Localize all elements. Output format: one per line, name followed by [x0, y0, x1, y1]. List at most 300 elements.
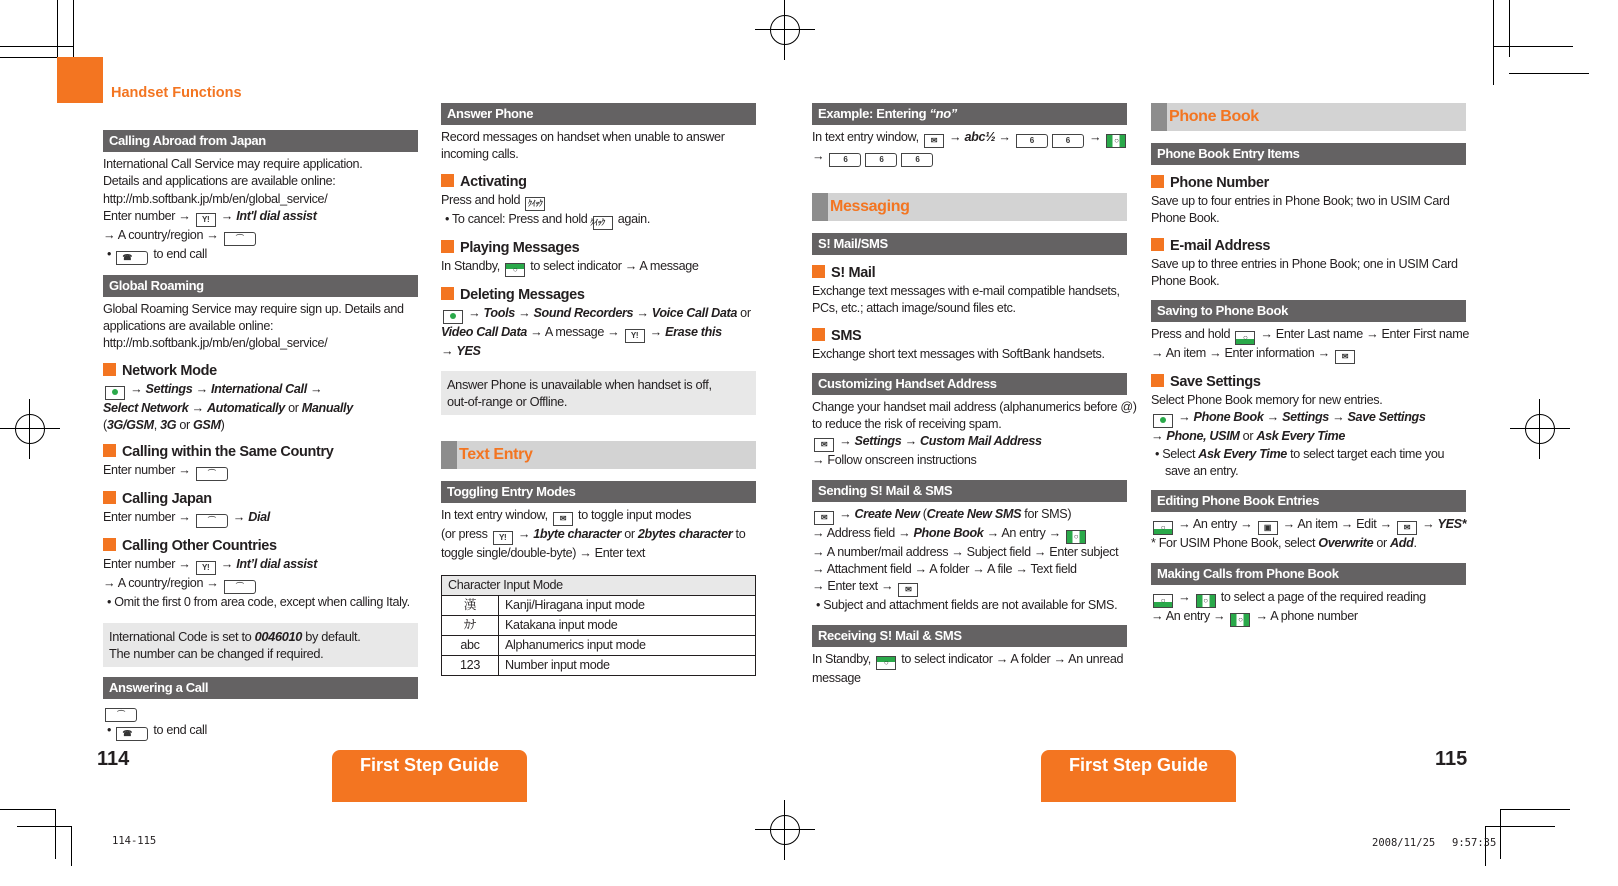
section-header-text: Toggling Entry Modes	[447, 484, 576, 500]
mode-symbol: abc	[442, 635, 499, 655]
text: → A number/mail address → Subject field → Enter subject	[812, 544, 1119, 559]
text: In text entry window,	[812, 130, 922, 144]
text: International Code is set to	[109, 628, 255, 644]
crop-mark	[55, 809, 56, 859]
section-header-text: Editing Phone Book Entries	[1157, 493, 1320, 509]
table-row	[442, 595, 756, 615]
text: →	[514, 305, 534, 320]
section-header	[812, 625, 1127, 647]
text-line	[1151, 345, 1466, 364]
y-key-icon: Y!	[493, 531, 513, 545]
emphasis: 1byte character	[533, 527, 622, 542]
text-line	[109, 628, 412, 645]
mode-description: Number input mode	[499, 655, 756, 675]
subheading	[1151, 373, 1466, 392]
nav-down-key-icon: ○	[876, 656, 896, 670]
emphasis: Custom Mail Address	[919, 434, 1042, 449]
text-line	[103, 156, 418, 173]
text-line	[441, 192, 756, 211]
text: or	[1239, 429, 1257, 444]
text: Change your handset mail address (alphanumerics before @)	[812, 399, 1137, 414]
subheading	[441, 239, 756, 258]
text: or	[737, 305, 751, 320]
text: to reduce the risk of receiving spam.	[812, 417, 1002, 432]
crop-mark	[1509, 73, 1589, 74]
section-header	[103, 130, 418, 152]
mail-key-icon: ✉	[1397, 521, 1417, 535]
text-line	[103, 417, 418, 434]
num-6-key-icon: 6	[901, 153, 933, 167]
emphasis: 3G	[160, 418, 177, 433]
subheading-text: Deleting Messages	[460, 286, 585, 303]
text-line	[441, 526, 756, 545]
text-line	[1151, 210, 1466, 227]
footer-timestamp: 2008/11/25 9:57:35	[1372, 837, 1497, 849]
orange-square-icon	[441, 240, 454, 253]
emphasis: Select Network	[103, 400, 189, 415]
emphasis: Manually	[301, 400, 353, 415]
text-line	[447, 376, 750, 393]
text-line	[812, 452, 1127, 469]
text-line	[103, 462, 418, 481]
subheading	[103, 362, 418, 381]
text: In text entry window,	[441, 508, 551, 523]
contact-key-icon: ○	[1153, 521, 1173, 535]
registration-mark	[755, 800, 815, 860]
emphasis: Phone, USIM	[1166, 429, 1240, 444]
text: → A phone number	[1252, 608, 1358, 623]
table-header: Character Input Mode	[442, 575, 756, 595]
text: → A country/region →	[103, 227, 222, 242]
page-number-right: 115	[1435, 748, 1468, 770]
emphasis: Sound Recorders	[533, 305, 634, 320]
text: Global Roaming Service may require sign up. Details and	[103, 301, 404, 316]
text: Press and hold	[1151, 327, 1234, 342]
text: → An item → Enter information →	[1151, 346, 1333, 361]
bullet-icon: •	[107, 595, 115, 610]
table-row	[442, 655, 756, 675]
chapter-title: Messaging	[812, 193, 1127, 221]
mail-key-icon: ✉	[814, 438, 834, 452]
text: to end call	[150, 246, 207, 261]
center-key-icon	[1153, 414, 1173, 428]
emphasis: International Call	[210, 381, 307, 396]
paragraph	[441, 305, 756, 360]
text-line	[812, 346, 1127, 363]
text-line	[447, 393, 750, 410]
paragraph	[812, 651, 1127, 687]
contact-key-icon: ○	[1235, 331, 1255, 345]
text: to select indicator → A message	[527, 258, 699, 273]
column-4	[1151, 103, 1469, 627]
text: → A message →	[526, 324, 623, 339]
subheading	[103, 443, 418, 462]
text: →	[1263, 410, 1283, 425]
text: → Address field →	[812, 525, 914, 540]
text-line	[1151, 428, 1466, 445]
text: to end call	[150, 723, 207, 738]
text: →	[217, 208, 237, 223]
subheading	[1151, 237, 1466, 256]
text: to toggle input modes	[574, 508, 692, 523]
emphasis: Phone Book	[913, 525, 984, 540]
text: →	[306, 381, 323, 396]
text: → An entry →	[1175, 517, 1256, 532]
nav-down-key-icon: ○	[505, 263, 525, 277]
text: →	[901, 434, 920, 449]
crop-mark	[57, 0, 58, 57]
subheading	[812, 264, 1127, 283]
first-step-guide-tab-right[interactable]: First Step Guide	[1041, 750, 1236, 802]
paragraph	[812, 506, 1127, 615]
text: Phone Book.	[1151, 273, 1220, 288]
emphasis: Ask Every Time	[1256, 429, 1346, 444]
text: →	[441, 343, 457, 358]
paragraph	[441, 129, 756, 164]
bullet-item	[103, 246, 418, 265]
text: out-of-range or Offline.	[447, 394, 568, 410]
text-line	[1151, 326, 1469, 345]
text-line	[812, 670, 1127, 687]
paragraph	[1151, 392, 1466, 480]
text: →	[514, 527, 534, 542]
text: →	[127, 381, 146, 396]
text-line	[1151, 256, 1466, 273]
center-key-icon	[443, 310, 463, 324]
paragraph	[103, 156, 418, 265]
text: Save up to four entries in Phone Book; two in USIM Card	[1151, 194, 1450, 208]
section-header-text: Customizing Handset Address	[818, 375, 997, 391]
crop-mark	[1500, 809, 1501, 859]
emphasis: GSM	[192, 418, 221, 433]
mail-key-icon: ✉	[1335, 350, 1355, 364]
call-key-icon: ⌒	[224, 580, 256, 594]
emphasis: Erase this	[665, 324, 722, 339]
text-line	[812, 416, 1127, 433]
text: In Standby,	[441, 258, 504, 273]
text-line	[109, 645, 412, 662]
text-line	[1151, 273, 1466, 290]
text: →	[945, 130, 965, 144]
paragraph	[103, 509, 418, 528]
text: PCs, etc.; attach image/sound files etc.	[812, 301, 1016, 316]
text: Exchange short text messages with SoftBank handsets.	[812, 346, 1105, 361]
y-key-icon: Y!	[625, 329, 645, 343]
chapter-title: Text Entry	[441, 441, 756, 469]
text-line	[812, 651, 1127, 670]
subheading	[1151, 174, 1466, 193]
nav-lr-key-icon: ○	[1066, 530, 1086, 544]
text-line	[103, 509, 418, 528]
paragraph	[441, 258, 756, 277]
text: International Call Service may require application.	[103, 157, 363, 171]
bullet-item	[1151, 446, 1466, 481]
contact-key-icon: ○	[1153, 594, 1173, 608]
paragraph	[441, 507, 756, 562]
text: →	[633, 305, 652, 320]
subheading	[103, 490, 418, 509]
text: →	[192, 381, 211, 396]
subheading-text: S! Mail	[831, 265, 876, 281]
call-key-icon: ⌒	[196, 514, 228, 528]
crop-mark	[17, 826, 71, 827]
text: → Enter text →	[812, 579, 897, 594]
text-line	[103, 318, 418, 335]
subheading-text: Calling Other Countries	[122, 538, 277, 555]
paragraph	[103, 301, 418, 353]
text: )	[220, 418, 225, 433]
text-line	[812, 283, 1127, 300]
paragraph	[812, 129, 1127, 167]
crop-mark	[0, 809, 55, 810]
text: → A country/region →	[103, 576, 222, 591]
text: → An item → Edit →	[1279, 517, 1395, 532]
note-box	[103, 623, 418, 668]
text-line	[812, 578, 1127, 597]
text: applications are available online:	[103, 319, 274, 334]
column-1	[103, 120, 418, 741]
mode-symbol: 漢	[442, 595, 499, 615]
table-row	[442, 635, 756, 655]
section-header-text: Making Calls from Phone Book	[1157, 565, 1339, 581]
text: →	[1328, 410, 1348, 425]
mail-key-icon: ✉	[814, 511, 834, 525]
subheading-text: SMS	[831, 327, 862, 344]
num-6-key-icon: 6	[829, 153, 861, 167]
text: To cancel: Press and hold	[451, 211, 591, 226]
orange-square-icon	[1151, 238, 1164, 251]
orange-square-icon	[103, 538, 116, 551]
text-line	[441, 507, 756, 526]
paragraph	[103, 462, 418, 481]
y-key-icon: Y!	[196, 213, 216, 227]
text-line	[812, 506, 1127, 525]
text-line	[1151, 516, 1466, 535]
orange-square-icon	[1151, 175, 1164, 188]
text: to	[732, 527, 746, 542]
nav-right-key-icon: ○	[1230, 613, 1250, 627]
section-header	[1151, 490, 1466, 512]
emphasis: Settings	[1282, 410, 1329, 425]
num-6-key-icon: 6	[865, 153, 897, 167]
section-header-text: Answer Phone	[447, 106, 534, 121]
emphasis: Tools	[483, 305, 515, 320]
text: →	[1175, 410, 1194, 425]
section-header	[812, 233, 1127, 255]
section-header-text: Calling Abroad from Japan	[109, 133, 266, 148]
text: by default.	[302, 628, 361, 644]
text: →	[1418, 517, 1438, 532]
paragraph	[103, 556, 418, 611]
emphasis: 0046010	[254, 628, 303, 644]
registration-mark	[0, 399, 60, 459]
emphasis: 3G/GSM	[106, 418, 154, 433]
text: http://mb.softbank.jp/mb/en/global_service/	[103, 191, 328, 206]
section-header-text: Global Roaming	[109, 277, 204, 293]
section-header	[441, 103, 756, 125]
paragraph	[103, 381, 418, 435]
text: →	[836, 434, 855, 449]
subheading	[441, 173, 756, 192]
center-key-icon	[105, 386, 125, 400]
text-line	[103, 575, 418, 594]
text: → An entry →	[1151, 608, 1229, 623]
section-header	[812, 373, 1127, 395]
bullet-item	[812, 597, 1127, 614]
text: Subject and attachment fields are not available for SMS.	[823, 598, 1118, 613]
crop-mark	[1509, 0, 1510, 57]
section-header	[812, 103, 1127, 125]
section-header	[441, 481, 756, 503]
subheading-text: Playing Messages	[460, 239, 580, 256]
subheading-text: Calling Japan	[122, 491, 212, 508]
paragraph	[103, 703, 418, 741]
text: → An entry →	[983, 525, 1064, 540]
chapter-marker	[57, 57, 103, 103]
emphasis: YES*	[1437, 517, 1467, 532]
text: ,	[153, 418, 161, 433]
call-key-icon: ⌒	[196, 467, 228, 481]
emphasis: Save Settings	[1347, 410, 1426, 425]
subheading-text: Network Mode	[122, 362, 217, 379]
text: →	[836, 506, 855, 521]
paragraph	[441, 192, 756, 230]
text: * For USIM Phone Book, select	[1151, 536, 1319, 551]
emphasis: Int’l dial assist	[236, 557, 318, 572]
emphasis: Voice Call Data	[651, 305, 738, 320]
text-line	[1151, 409, 1466, 428]
orange-square-icon	[103, 491, 116, 504]
orange-square-icon	[441, 287, 454, 300]
emphasis: Int'l dial assist	[236, 208, 317, 223]
mode-description: Katakana input mode	[499, 615, 756, 635]
text: or	[1373, 536, 1391, 551]
text-line	[103, 173, 418, 190]
emphasis: 2bytes character	[637, 527, 733, 542]
num-6-key-icon: 6	[1052, 134, 1084, 148]
text: Save up to three entries in Phone Book; one in USIM Card	[1151, 256, 1458, 271]
crop-mark	[1493, 46, 1573, 47]
text: or	[176, 418, 193, 433]
subheading-text: Save Settings	[1170, 374, 1261, 391]
crop-mark	[0, 46, 73, 47]
text: Enter number →	[103, 208, 194, 223]
mode-symbol: 123	[442, 655, 499, 675]
crop-mark	[1493, 0, 1494, 85]
text: to select indicator → A folder → An unread	[898, 651, 1124, 666]
text: →	[995, 130, 1014, 144]
end-key-icon: ☎	[116, 251, 148, 265]
text: .	[1413, 536, 1417, 551]
crop-mark	[0, 57, 57, 58]
text-line	[441, 258, 756, 277]
text-line	[103, 227, 418, 246]
bullet-icon: •	[107, 246, 115, 261]
emphasis: Create New SMS	[926, 506, 1022, 521]
record-key-icon: ｸｲｯｸ	[525, 197, 545, 211]
orange-square-icon	[103, 444, 116, 457]
emphasis: Video Call Data	[441, 324, 527, 339]
text-line	[441, 129, 756, 146]
section-header	[812, 480, 1127, 502]
nav-lr-key-icon: ○	[1196, 594, 1216, 608]
text: Select	[1162, 446, 1199, 461]
subheading-text: Phone Number	[1170, 175, 1269, 191]
mail-key-icon: ✉	[924, 134, 944, 148]
text: to select a page of the required reading	[1217, 589, 1426, 604]
subheading-text: Calling within the Same Country	[122, 444, 334, 461]
bullet-icon: •	[816, 598, 824, 613]
text-line	[812, 433, 1127, 452]
tv-key-icon: ▣	[1258, 521, 1278, 535]
section-header-text: Saving to Phone Book	[1157, 303, 1288, 319]
emphasis: Automatically	[206, 400, 285, 415]
section-header-text: S! Mail/SMS	[818, 236, 888, 251]
paragraph	[1151, 516, 1466, 552]
mode-description: Alphanumerics input mode	[499, 635, 756, 655]
bullet-item	[441, 211, 756, 230]
text-line	[103, 556, 418, 575]
text-line	[812, 544, 1127, 561]
text-line	[441, 324, 756, 343]
end-key-icon: ☎	[116, 727, 148, 741]
crop-mark	[1500, 809, 1570, 810]
text: Enter number →	[103, 557, 194, 572]
text: Omit the first 0 from area code, except when calling Italy.	[114, 595, 410, 610]
subheading	[103, 537, 418, 556]
text: Select Phone Book memory for new entries.	[1151, 393, 1383, 408]
mode-description: Kanji/Hiragana input mode	[499, 595, 756, 615]
emphasis: Create New	[854, 506, 920, 521]
section-header	[103, 275, 418, 297]
call-key-icon: ⌒	[105, 708, 137, 722]
text-line	[1151, 589, 1466, 608]
record-key-icon: ｸｲｯｸ	[593, 216, 613, 230]
text: Enter number →	[103, 463, 194, 478]
section-header-text: Answering a Call	[109, 680, 209, 696]
text: →	[229, 510, 249, 525]
emphasis: Settings	[145, 381, 193, 396]
emphasis: Ask Every Time	[1198, 446, 1287, 461]
mail-key-icon: ✉	[553, 512, 573, 526]
paragraph	[1151, 193, 1466, 228]
mail-key-icon: ✉	[898, 583, 918, 597]
text: Enter number →	[103, 510, 194, 525]
text: Phone Book.	[1151, 211, 1220, 226]
text-line	[812, 129, 1127, 148]
mode-symbol: ｶﾅ	[442, 615, 499, 635]
text: message	[812, 670, 861, 685]
text: Exchange text messages with e-mail compatible handsets,	[812, 284, 1120, 298]
note-box	[441, 371, 756, 416]
text: →	[188, 400, 207, 415]
section-header-text: Receiving S! Mail & SMS	[818, 627, 962, 643]
first-step-guide-tab-left[interactable]: First Step Guide	[332, 750, 527, 802]
paragraph	[1151, 589, 1466, 627]
subheading-text: E-mail Address	[1170, 237, 1271, 254]
text-line	[103, 301, 418, 318]
orange-square-icon	[103, 363, 116, 376]
text-line	[441, 343, 756, 360]
call-key-icon: ⌒	[224, 232, 256, 246]
bullet-icon: •	[445, 211, 452, 226]
nav-right-key-icon: ○	[1106, 134, 1126, 148]
bullet-icon: •	[1155, 446, 1163, 461]
chapter-title: Phone Book	[1151, 103, 1466, 131]
text-line	[441, 545, 756, 562]
registration-mark	[1510, 399, 1570, 459]
table-header-row	[442, 575, 756, 595]
